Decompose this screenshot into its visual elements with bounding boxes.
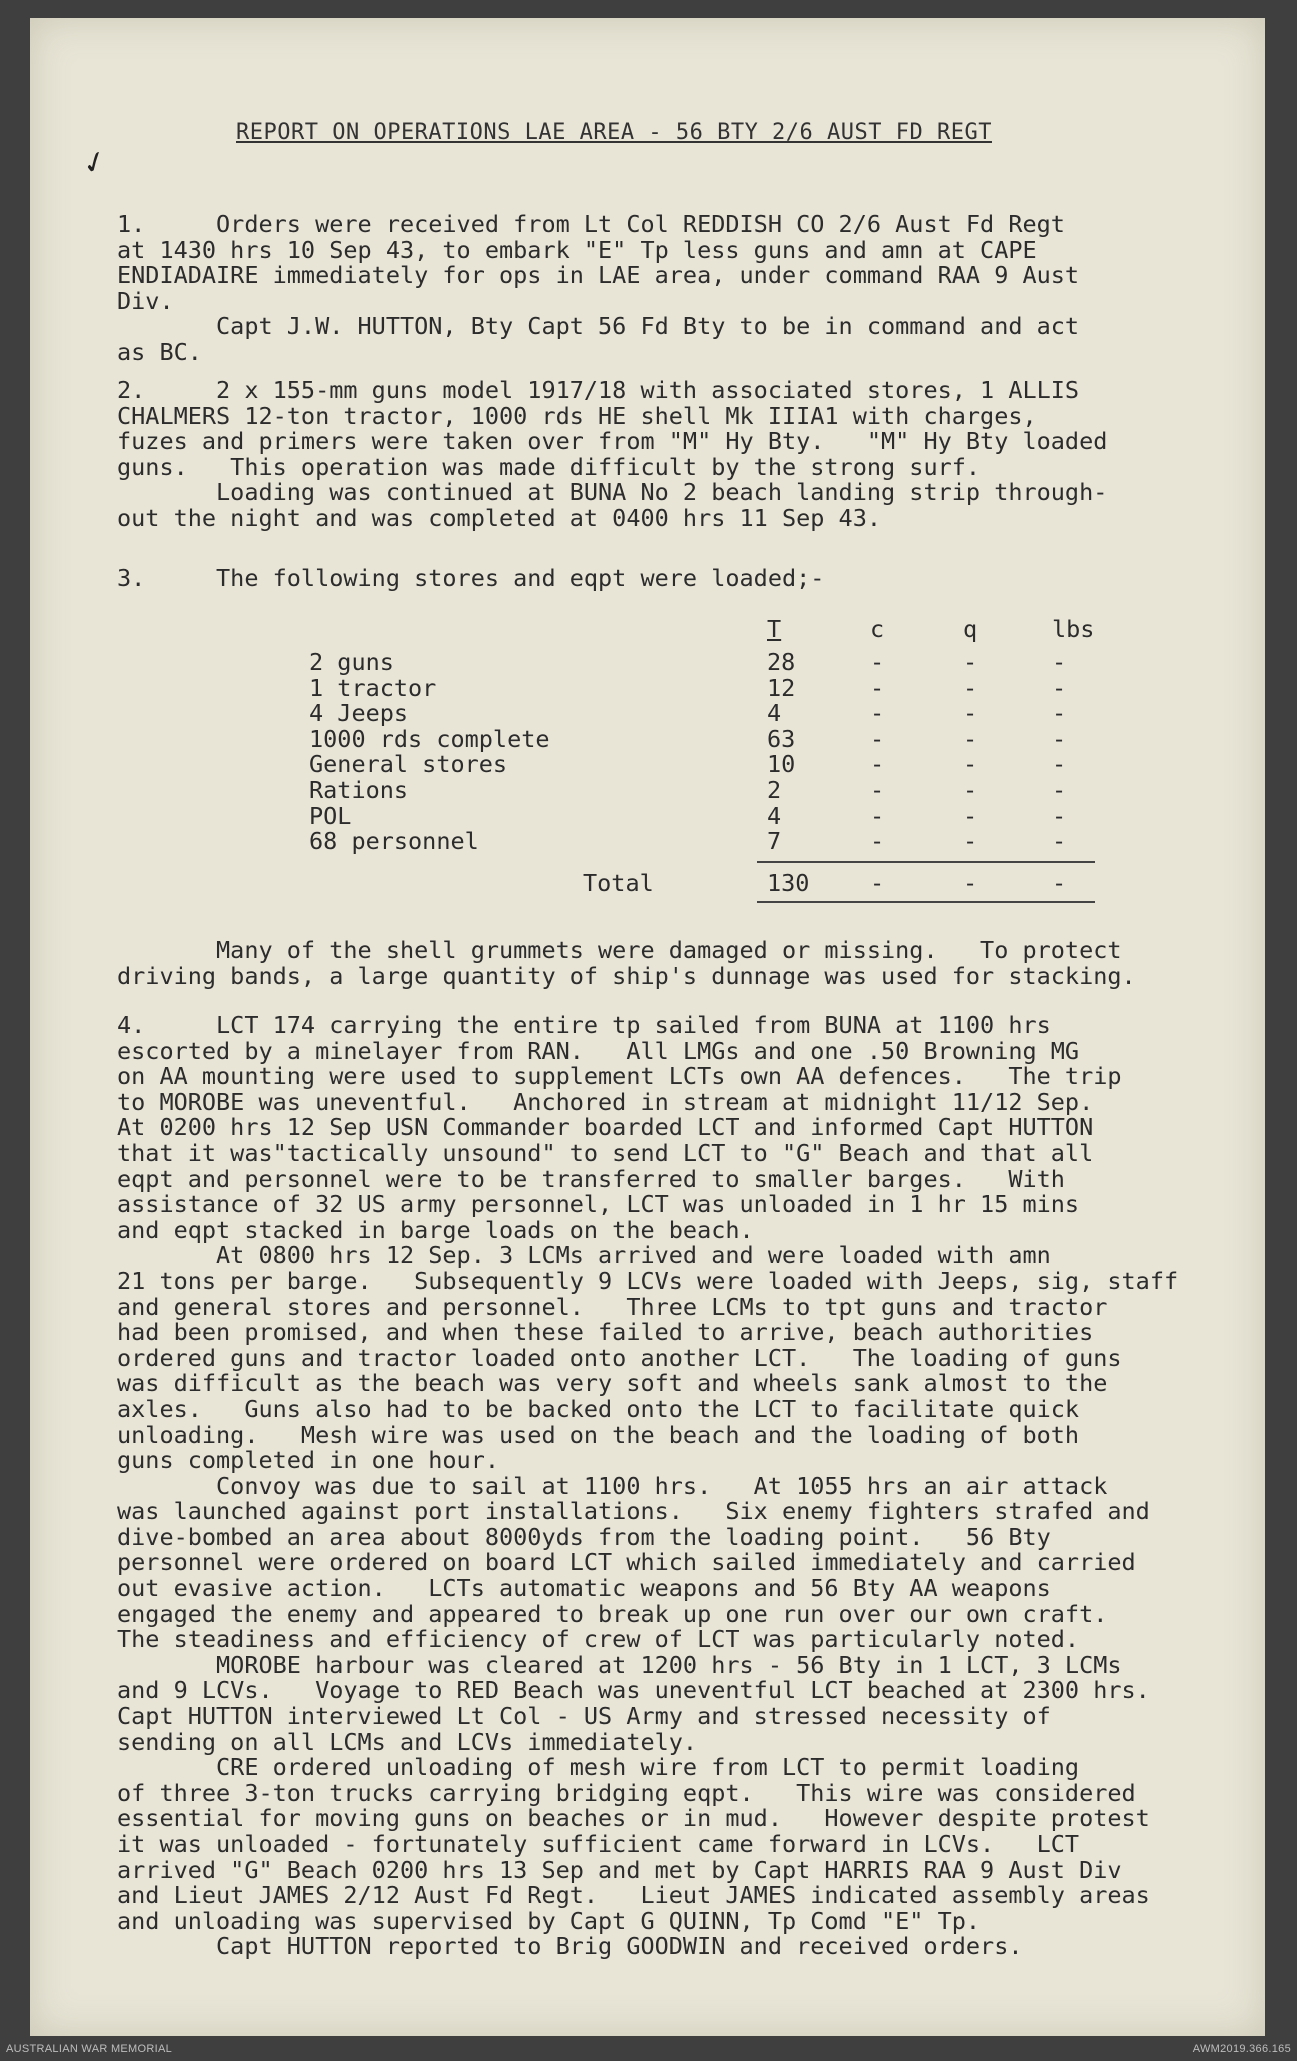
table-cell: 12 [767,673,796,702]
table-total-cell: - [870,868,885,897]
text-line: to MOROBE was uneventful. Anchored in stream at midnight 11/12 Sep. [117,1087,1094,1116]
table-total-label: Total [583,868,654,897]
table-cell: - [870,724,885,753]
table-cell: - [1052,724,1067,753]
total-bottom-rule [757,901,1095,903]
text-line: unloading. Mesh wire was used on the beach and the loading of both [117,1420,1080,1449]
table-cell: - [963,673,978,702]
tick-mark-icon: ✓ [77,139,111,185]
text-line: CRE ordered unloading of mesh wire from LCT to permit loading [117,1753,1080,1782]
text-line: and eqpt stacked in barge loads on the beach. [117,1215,754,1244]
text-line: and 9 LCVs. Voyage to RED Beach was uneventful LCT beached at 2300 hrs. [117,1676,1150,1705]
table-total-cell: 130 [767,868,810,897]
table-header-cell: c [870,615,885,643]
text-line: on AA mounting were used to supplement LCTs own AA defences. The trip [117,1062,1122,1091]
text-line: Capt HUTTON interviewed Lt Col - US Army and stressed necessity of [117,1702,1051,1731]
text-line: Many of the shell grummets were damaged or missing. To protect [117,936,1122,964]
text-line: Loading was continued at BUNA No 2 beach landing strip through- [117,478,1108,507]
table-cell: 2 [767,776,782,804]
text-line: The steadiness and efficiency of crew of LCT was particularly noted. [117,1625,1080,1654]
table-cell: 10 [767,750,796,779]
table-cell: - [963,724,978,753]
paragraph-3-heading: 3. The following stores and eqpt were loaded;- [117,564,825,592]
table-row-item: General stores [309,750,508,779]
paragraph-4 [117,1013,1237,1960]
footer-source: AUSTRALIAN WAR MEMORIAL [6,2043,173,2055]
text-line: dive-bombed an area about 8000yds from the loading point. 56 Bty [117,1522,1051,1551]
text-line: engaged the enemy and appeared to break up one run over our own craft. [117,1599,1108,1628]
table-cell: 63 [767,724,796,753]
table-row-item: 1000 rds complete [309,724,550,753]
table-row-item: 2 guns [309,648,394,676]
text-line: and Lieut JAMES 2/12 Aust Fd Regt. Lieut JAMES indicated assembly areas [117,1881,1150,1910]
table-cell: - [963,776,978,804]
text-line: and general stores and personnel. Three LCMs to tpt guns and tractor [117,1292,1108,1321]
paragraph-3-note [117,938,1237,989]
text-line: eqpt and personnel were to be transferred to smaller barges. With [117,1164,1065,1193]
table-total-cell: - [1052,868,1067,897]
table-cell: - [870,801,885,830]
table-cell: 28 [767,648,796,676]
text-line: of three 3-ton trucks carrying bridging eqpt. This wire was considered [117,1778,1136,1807]
table-header-cell: T [767,615,782,643]
text-line: at 1430 hrs 10 Sep 43, to embark "E" Tp less guns and amn at CAPE [117,235,1037,264]
text-line: guns completed in one hour. [117,1446,500,1475]
text-line: ordered guns and tractor loaded onto another LCT. The loading of guns [117,1343,1122,1372]
text-line: and unloading was supervised by Capt G QUINN, Tp Comd "E" Tp. [117,1906,981,1935]
text-line: CHALMERS 12-ton tractor, 1000 rds HE shell Mk IIIA1 with charges, [117,401,1037,430]
text-line: escorted by a minelayer from RAN. All LMGs and one .50 Browning MG [117,1036,1080,1065]
text-line: was launched against port installations. Six enemy fighters strafed and [117,1497,1150,1526]
table-cell: - [963,827,978,856]
text-line: as BC. [117,337,202,366]
text-line: arrived "G" Beach 0200 hrs 13 Sep and met by Capt HARRIS RAA 9 Aust Div [117,1855,1122,1884]
table-cell: - [963,699,978,728]
table-cell: - [963,750,978,779]
text-line: it was unloaded - fortunately sufficient came forward in LCVs. LCT [117,1830,1080,1858]
table-cell: - [1052,801,1067,830]
table-cell: - [963,648,978,676]
table-row-item: Rations [309,776,409,804]
table-cell: - [870,699,885,728]
text-line: MOROBE harbour was cleared at 1200 hrs - 56 Bty in 1 LCT, 3 LCMs [117,1650,1122,1679]
table-row-item: 4 Jeeps [309,699,409,728]
table-cell: - [1052,827,1067,856]
table-row-item: 68 personnel [309,827,479,856]
text-line: Div. [117,286,174,315]
table-cell: 7 [767,827,782,856]
table-header-cell: q [963,615,978,643]
text-line: Capt HUTTON reported to Brig GOODWIN and received orders. [117,1932,1023,1961]
table-row-item: 1 tractor [309,673,437,702]
table-cell: - [870,776,885,804]
table-cell: - [1052,673,1067,702]
text-line: fuzes and primers were taken over from "M" Hy Bty. "M" Hy Bty loaded [117,427,1108,456]
text-line: driving bands, a large quantity of ship's dunnage was used for stacking. [117,961,1136,990]
text-line: out evasive action. LCTs automatic weapons and 56 Bty AA weapons [117,1574,1051,1603]
text-line: 1. Orders were received from Lt Col REDDISH CO 2/6 Aust Fd Regt [117,210,1065,238]
table-total-cell: - [963,868,978,897]
paragraph-2 [117,378,1237,532]
text-line: At 0800 hrs 12 Sep. 3 LCMs arrived and were loaded with amn [117,1241,1051,1270]
text-line: 2. 2 x 155-mm guns model 1917/18 with associated stores, 1 ALLIS [117,376,1080,404]
text-line: essential for moving guns on beaches or in mud. However despite protest [117,1804,1150,1833]
paragraph-1 [117,212,1237,366]
table-cell: - [1052,699,1067,728]
text-line: personnel were ordered on board LCT which sailed immediately and carried [117,1548,1136,1577]
table-cell: - [870,648,885,676]
text-line: sending on all LCMs and LCVs immediately. [117,1727,698,1756]
table-cell: 4 [767,801,782,830]
text-line: Convoy was due to sail at 1100 hrs. At 1055 hrs an air attack [117,1471,1108,1500]
text-line: At 0200 hrs 12 Sep USN Commander boarded LCT and informed Capt HUTTON [117,1113,1094,1142]
text-line: Capt J.W. HUTTON, Bty Capt 56 Fd Bty to be in command and act [117,312,1080,341]
table-row-item: POL [309,801,352,830]
text-line: 21 tons per barge. Subsequently 9 LCVs were loaded with Jeeps, sig, staff [117,1266,1179,1295]
text-line: that it was"tactically unsound" to send LCT to "G" Beach and that all [117,1138,1094,1167]
table-cell: - [870,673,885,702]
table-cell: - [1052,750,1067,779]
report-title: REPORT ON OPERATIONS LAE AREA - 56 BTY 2/6 AUST FD REGT [236,120,992,145]
footer-accession: AWM2019.366.165 [1192,2043,1291,2055]
text-line: guns. This operation was made difficult by the strong surf. [117,452,981,481]
text-line: axles. Guns also had to be backed onto the LCT to facilitate quick [117,1394,1080,1423]
table-cell: - [1052,776,1067,804]
text-line: assistance of 32 US army personnel, LCT was unloaded in 1 hr 15 mins [117,1190,1080,1219]
table-cell: - [870,750,885,779]
table-cell: - [870,827,885,856]
text-line: had been promised, and when these failed to arrive, beach authorities [117,1318,1094,1347]
table-cell: - [1052,648,1067,676]
text-line: ENDIADAIRE immediately for ops in LAE area, under command RAA 9 Aust [117,261,1080,290]
table-header-cell: lbs [1052,615,1095,643]
table-cell: - [963,801,978,830]
table-cell: 4 [767,699,782,728]
text-line: out the night and was completed at 0400 hrs 11 Sep 43. [117,503,882,532]
total-rule [757,861,1095,863]
text-line: was difficult as the beach was very soft and wheels sank almost to the [117,1369,1108,1398]
text-line: 4. LCT 174 carrying the entire tp sailed from BUNA at 1100 hrs [117,1011,1051,1039]
